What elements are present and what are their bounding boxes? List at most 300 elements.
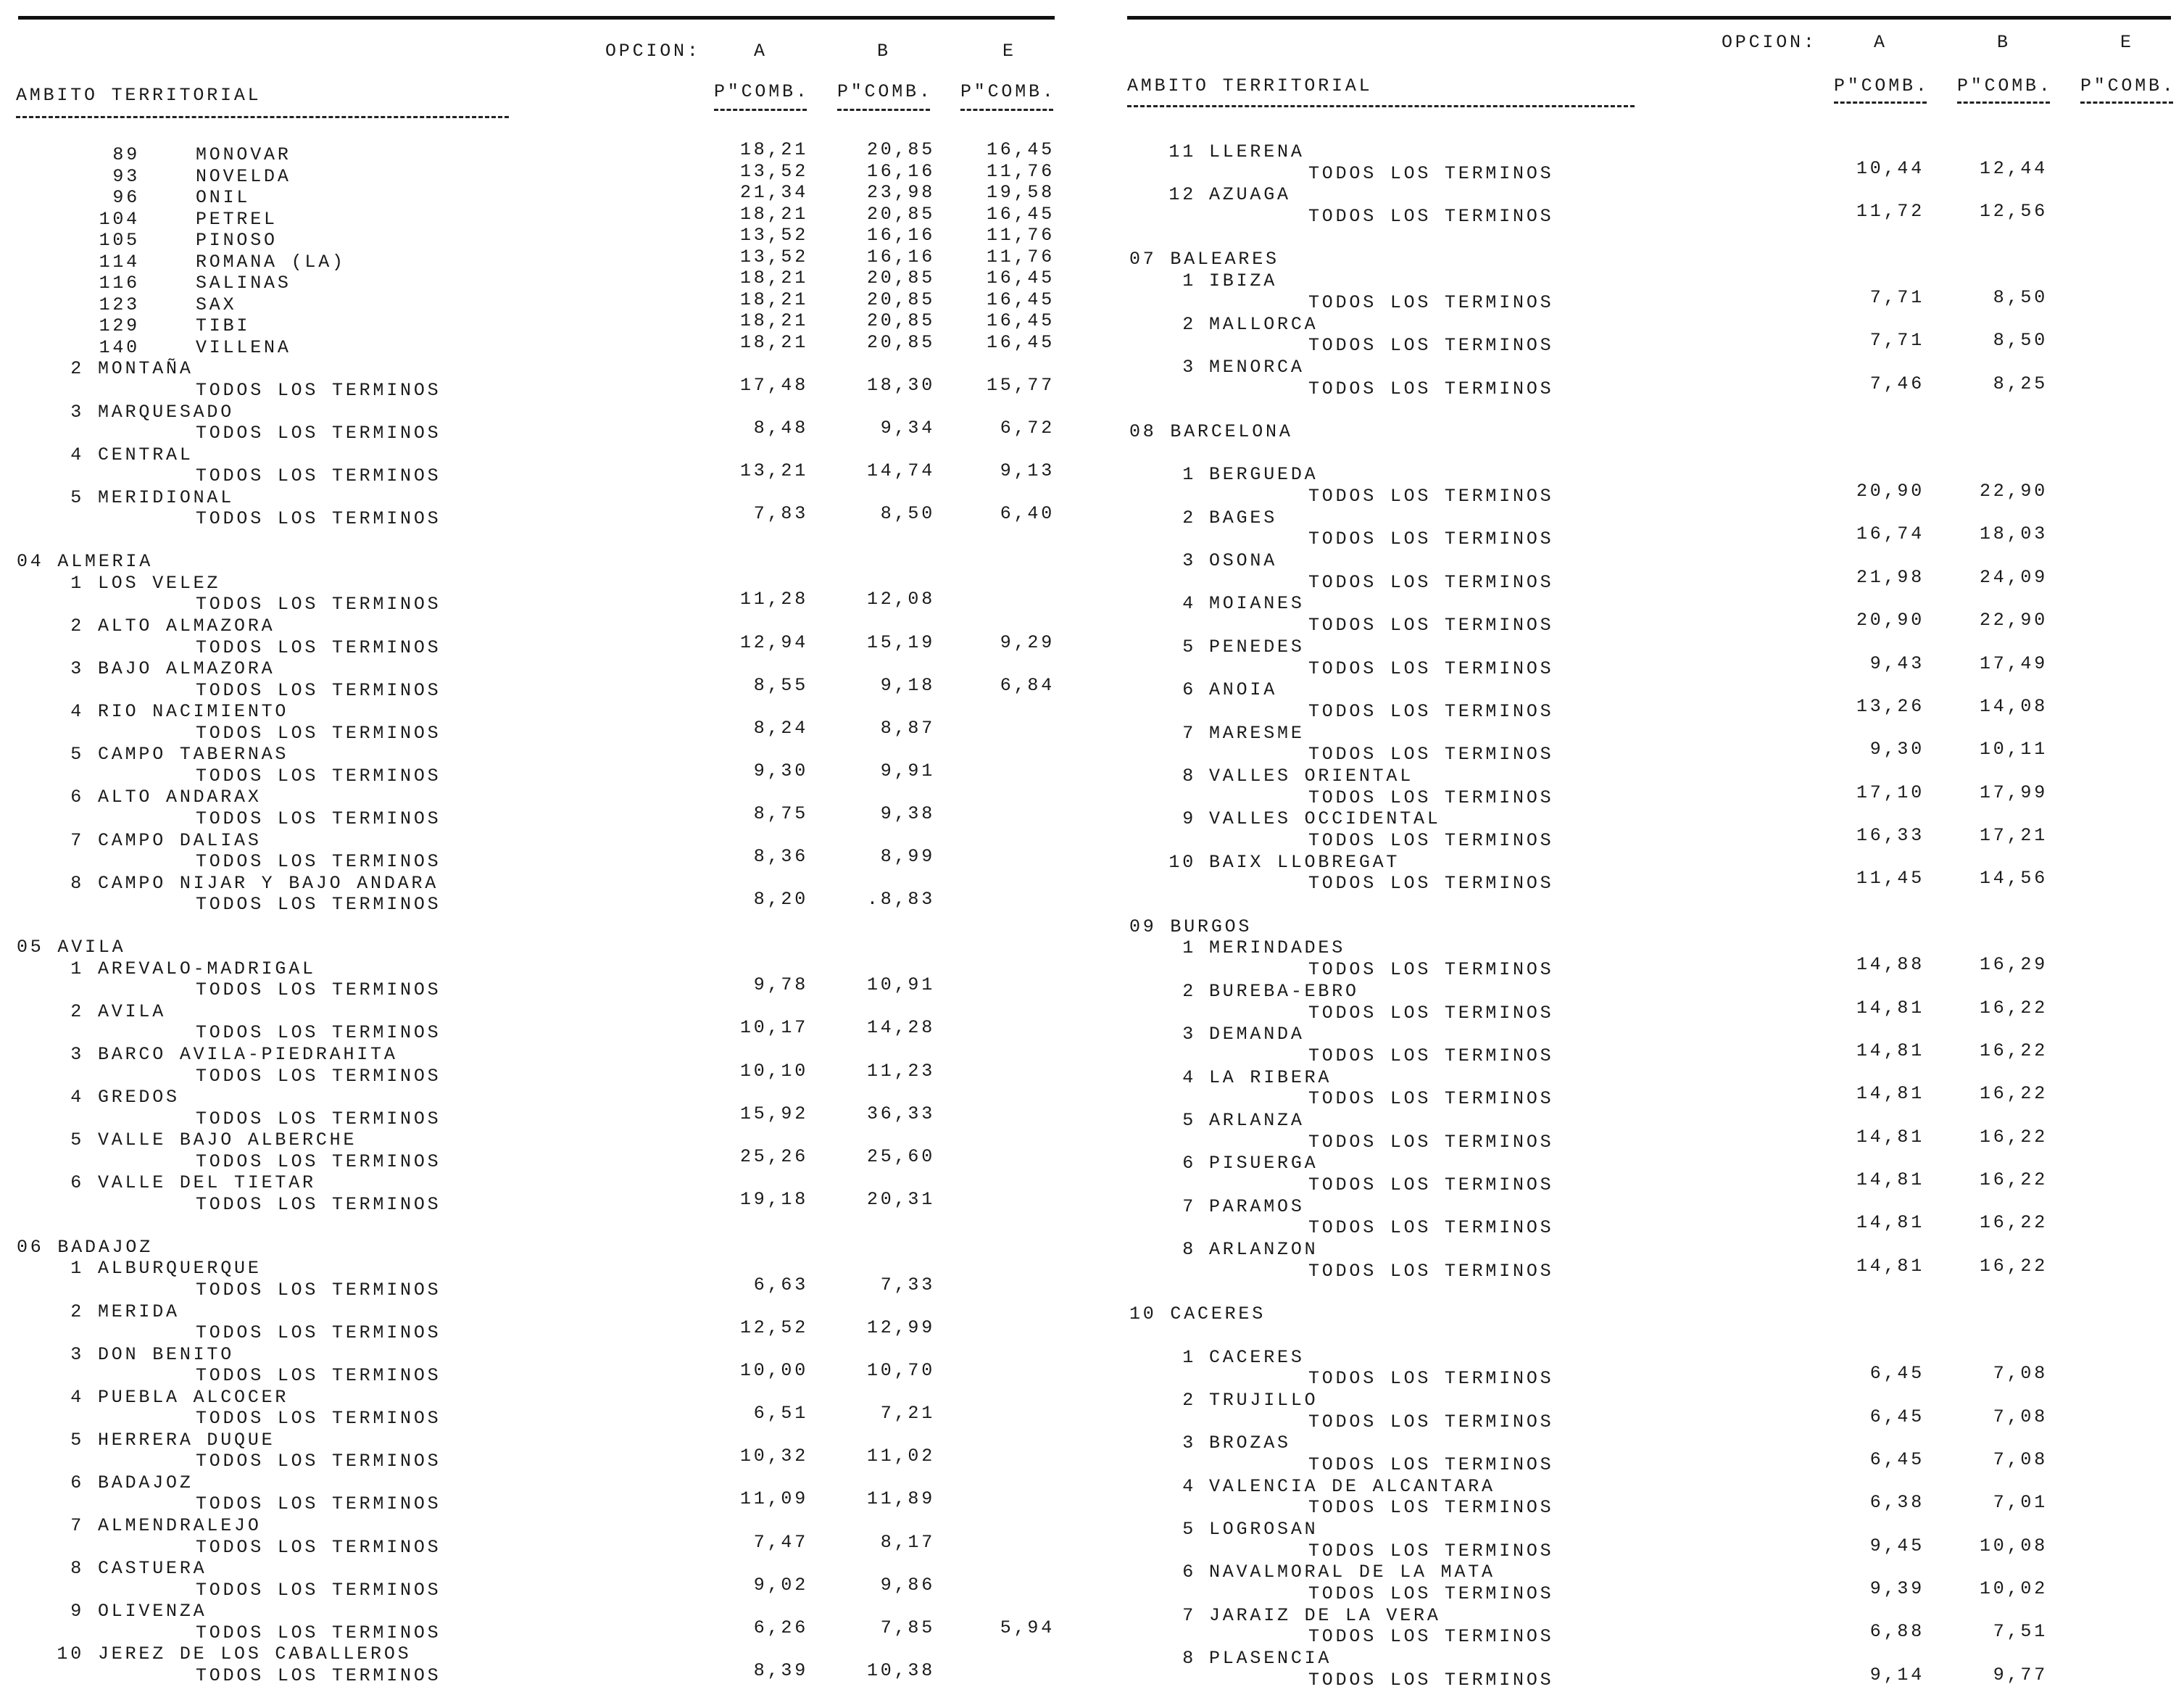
todos-label: TODOS LOS TERMINOS bbox=[196, 679, 441, 701]
comarca-name: JEREZ DE LOS CABALLEROS bbox=[98, 1643, 412, 1665]
value-a: 14,81 bbox=[1856, 1083, 1925, 1105]
comarca-name: TRUJILLO bbox=[1209, 1389, 1319, 1411]
comarca-name: MARESME bbox=[1209, 722, 1305, 744]
todos-label: TODOS LOS TERMINOS bbox=[196, 1451, 441, 1472]
value-a: 10,00 bbox=[739, 1360, 808, 1382]
blank-line bbox=[0, 530, 1087, 552]
comarca-number: 9 bbox=[1182, 808, 1196, 830]
value-b: 20,85 bbox=[866, 331, 935, 353]
todos-label: TODOS LOS TERMINOS bbox=[196, 380, 441, 402]
col-divider-e bbox=[960, 109, 1053, 111]
todos-label: TODOS LOS TERMINOS bbox=[1308, 787, 1554, 808]
todos-label: TODOS LOS TERMINOS bbox=[1308, 335, 1554, 357]
todos-row bbox=[0, 1446, 1087, 1472]
comarca-number: 1 bbox=[70, 958, 84, 979]
right-page-column bbox=[1087, 0, 2184, 1700]
todos-row bbox=[1087, 566, 2184, 594]
comarca-name: OSONA bbox=[1209, 550, 1278, 572]
todos-label: TODOS LOS TERMINOS bbox=[1308, 486, 1554, 507]
comarca-name: JARAIZ DE LA VERA bbox=[1209, 1604, 1441, 1626]
comarca-number: 6 bbox=[70, 1472, 84, 1493]
todos-row bbox=[1087, 481, 2184, 507]
value-b: 16,22 bbox=[1979, 1212, 2048, 1234]
municipality-code: 116 bbox=[99, 273, 140, 294]
value-a: 7,47 bbox=[753, 1531, 808, 1553]
comarca-name: MENORCA bbox=[1209, 356, 1305, 378]
option-b: B bbox=[1997, 32, 2011, 53]
value-a: 18,21 bbox=[739, 331, 808, 353]
comarca-name: RIO NACIMIENTO bbox=[98, 701, 289, 723]
comarca-name: LOS VELEZ bbox=[98, 572, 221, 594]
value-a: 11,28 bbox=[739, 589, 808, 610]
comarca-number: 4 bbox=[70, 701, 84, 723]
value-a: 10,17 bbox=[739, 1017, 808, 1039]
col-divider-b bbox=[837, 109, 930, 111]
value-b: 18,03 bbox=[1979, 523, 2048, 545]
comarca-name: VALLES ORIENTAL bbox=[1209, 765, 1414, 787]
todos-row bbox=[1087, 1448, 2184, 1476]
value-e: 9,29 bbox=[1000, 631, 1055, 653]
value-a: 6,51 bbox=[753, 1403, 808, 1425]
comarca-name: MONTAÑA bbox=[98, 358, 194, 380]
value-e: 11,76 bbox=[986, 246, 1055, 268]
value-b: 7,33 bbox=[880, 1274, 935, 1295]
comarca-name: CAMPO DALIAS bbox=[98, 829, 262, 851]
comarca-number: 6 bbox=[70, 787, 84, 808]
value-b: 9,77 bbox=[1993, 1664, 2048, 1686]
comarca-name: NAVALMORAL DE LA MATA bbox=[1209, 1562, 1495, 1583]
province-heading bbox=[0, 551, 1087, 573]
comarca-number: 2 bbox=[1182, 313, 1196, 335]
comarca-number: 11 bbox=[1168, 141, 1196, 162]
value-a: 14,81 bbox=[1856, 1040, 1925, 1061]
option-a: A bbox=[754, 41, 768, 62]
value-b: 16,16 bbox=[866, 246, 935, 268]
comarca-number: 2 bbox=[1182, 507, 1196, 528]
value-b: 20,85 bbox=[866, 268, 935, 289]
value-a: 14,88 bbox=[1856, 954, 1925, 976]
value-b: 17,99 bbox=[1979, 781, 2048, 803]
todos-row bbox=[1087, 523, 2184, 550]
comarca-number: 8 bbox=[1182, 1239, 1196, 1261]
value-a: 6,88 bbox=[1869, 1621, 1925, 1643]
municipality-row bbox=[0, 331, 1087, 359]
comarca-name: BROZAS bbox=[1209, 1432, 1291, 1454]
province-heading bbox=[0, 937, 1087, 958]
comarca-name: BUREBA-EBRO bbox=[1209, 980, 1359, 1002]
municipality-name: ROMANA (LA) bbox=[196, 251, 346, 273]
todos-row bbox=[0, 1617, 1087, 1644]
todos-row bbox=[0, 760, 1087, 787]
value-a: 8,55 bbox=[753, 674, 808, 696]
todos-label: TODOS LOS TERMINOS bbox=[1308, 830, 1554, 851]
comarca-number: 4 bbox=[1182, 593, 1196, 615]
comarca-name: BAJO ALMAZORA bbox=[98, 658, 275, 680]
comarca-name: IBIZA bbox=[1209, 270, 1278, 292]
comarca-number: 2 bbox=[70, 1301, 84, 1322]
todos-row bbox=[0, 460, 1087, 487]
municipality-name: TIBI bbox=[196, 315, 251, 337]
todos-label: TODOS LOS TERMINOS bbox=[1308, 1497, 1554, 1519]
comarca-name: MERIDA bbox=[98, 1301, 180, 1322]
todos-row bbox=[1087, 1040, 2184, 1067]
comarca-number: 7 bbox=[1182, 722, 1196, 744]
comarca-number: 4 bbox=[1182, 1475, 1196, 1497]
value-a: 18,21 bbox=[739, 268, 808, 289]
comarca-number: 1 bbox=[1182, 1346, 1196, 1368]
comarca-name: VALLE BAJO ALBERCHE bbox=[98, 1129, 357, 1151]
todos-row bbox=[0, 846, 1087, 873]
header-divider bbox=[1127, 105, 1635, 107]
comarca-name: CENTRAL bbox=[98, 444, 194, 465]
option-e: E bbox=[1002, 41, 1016, 62]
todos-row bbox=[1087, 868, 2184, 895]
todos-row bbox=[0, 589, 1087, 615]
comarca-number: 3 bbox=[70, 401, 84, 423]
top-rule bbox=[18, 16, 1055, 20]
col-header-a: P"COMB. bbox=[714, 81, 810, 102]
col-divider-e bbox=[2080, 101, 2173, 104]
value-a: 9,02 bbox=[753, 1574, 808, 1596]
todos-label: TODOS LOS TERMINOS bbox=[196, 894, 441, 916]
value-e: 9,13 bbox=[1000, 460, 1055, 482]
todos-label: TODOS LOS TERMINOS bbox=[196, 1193, 441, 1215]
todos-row bbox=[1087, 1535, 2184, 1562]
value-b: 10,38 bbox=[866, 1659, 935, 1681]
comarca-name: ANOIA bbox=[1209, 679, 1278, 701]
todos-row bbox=[1087, 330, 2184, 357]
todos-row bbox=[0, 803, 1087, 830]
value-b: 17,21 bbox=[1979, 825, 2048, 846]
value-b: 9,34 bbox=[880, 418, 935, 439]
comarca-name: ALTO ALMAZORA bbox=[98, 615, 275, 637]
value-b: 16,16 bbox=[866, 225, 935, 246]
comarca-name: LOGROSAN bbox=[1209, 1519, 1319, 1540]
province-name: 06 BADAJOZ bbox=[17, 1236, 154, 1258]
comarca-number: 1 bbox=[1182, 270, 1196, 292]
todos-row bbox=[1087, 781, 2184, 809]
todos-label: TODOS LOS TERMINOS bbox=[1308, 744, 1554, 766]
value-e: 19,58 bbox=[986, 182, 1055, 204]
todos-label: TODOS LOS TERMINOS bbox=[196, 851, 441, 873]
top-rule bbox=[1127, 16, 2171, 20]
value-b: 10,02 bbox=[1979, 1578, 2048, 1600]
province-name: 08 BARCELONA bbox=[1129, 420, 1293, 442]
value-a: 14,81 bbox=[1856, 997, 1925, 1019]
comarca-number: 6 bbox=[1182, 1153, 1196, 1174]
value-b: 16,29 bbox=[1979, 954, 2048, 976]
left-page-column bbox=[0, 0, 1087, 1700]
value-e: 16,45 bbox=[986, 331, 1055, 353]
value-b: 12,99 bbox=[866, 1317, 935, 1339]
comarca-name: ALMENDRALEJO bbox=[98, 1515, 262, 1536]
value-b: 14,08 bbox=[1979, 695, 2048, 717]
opcion-label: OPCION: bbox=[605, 41, 701, 62]
comarca-number: 1 bbox=[70, 572, 84, 594]
todos-row bbox=[1087, 286, 2184, 314]
value-a: 9,78 bbox=[753, 974, 808, 996]
right-table bbox=[1087, 141, 2184, 1691]
comarca-number: 7 bbox=[1182, 1195, 1196, 1217]
blank-line bbox=[1087, 1325, 2184, 1347]
value-a: 7,83 bbox=[753, 503, 808, 525]
value-b: 14,56 bbox=[1979, 868, 2048, 890]
value-e: 16,45 bbox=[986, 289, 1055, 310]
value-a: 6,26 bbox=[753, 1617, 808, 1638]
todos-label: TODOS LOS TERMINOS bbox=[196, 1579, 441, 1601]
value-a: 7,71 bbox=[1869, 286, 1925, 308]
value-a: 7,46 bbox=[1869, 373, 1925, 394]
todos-row bbox=[1087, 1406, 2184, 1433]
comarca-name: LLERENA bbox=[1209, 141, 1305, 162]
comarca-name: PLASENCIA bbox=[1209, 1648, 1332, 1670]
todos-row bbox=[0, 1274, 1087, 1301]
value-b: 9,86 bbox=[880, 1574, 935, 1596]
col-header-b: P"COMB. bbox=[837, 81, 933, 102]
comarca-name: ALBURQUERQUE bbox=[98, 1258, 262, 1280]
value-a: 16,33 bbox=[1856, 825, 1925, 846]
value-b: 16,22 bbox=[1979, 1255, 2048, 1277]
comarca-number: 5 bbox=[70, 1129, 84, 1151]
value-b: 10,70 bbox=[866, 1360, 935, 1382]
todos-label: TODOS LOS TERMINOS bbox=[1308, 206, 1554, 228]
value-a: 13,52 bbox=[739, 225, 808, 246]
value-a: 17,48 bbox=[739, 375, 808, 397]
comarca-number: 6 bbox=[1182, 1562, 1196, 1583]
comarca-name: PUEBLA ALCOCER bbox=[98, 1386, 289, 1408]
value-b: 20,85 bbox=[866, 310, 935, 332]
municipality-code: 105 bbox=[99, 230, 140, 252]
value-b: 16,22 bbox=[1979, 1169, 2048, 1190]
todos-row bbox=[1087, 1083, 2184, 1110]
todos-row bbox=[1087, 1212, 2184, 1239]
municipality-code: 140 bbox=[99, 336, 140, 358]
todos-label: TODOS LOS TERMINOS bbox=[196, 1322, 441, 1344]
comarca-number: 3 bbox=[70, 1043, 84, 1065]
todos-label: TODOS LOS TERMINOS bbox=[196, 979, 441, 1001]
value-a: 6,45 bbox=[1869, 1406, 1925, 1427]
value-b: 8,50 bbox=[1993, 286, 2048, 308]
value-a: 20,90 bbox=[1856, 610, 1925, 631]
comarca-number: 12 bbox=[1168, 184, 1196, 206]
value-a: 9,43 bbox=[1869, 652, 1925, 674]
value-a: 15,92 bbox=[739, 1103, 808, 1124]
value-b: 36,33 bbox=[866, 1103, 935, 1124]
municipality-code: 114 bbox=[99, 251, 140, 273]
left-table bbox=[0, 139, 1087, 1686]
value-b: 8,50 bbox=[1993, 330, 2048, 352]
value-e: 6,72 bbox=[1000, 418, 1055, 439]
municipality-name: ONIL bbox=[196, 187, 251, 209]
todos-row bbox=[0, 1188, 1087, 1216]
municipality-name: NOVELDA bbox=[196, 165, 291, 187]
value-b: 7,08 bbox=[1993, 1406, 2048, 1427]
todos-row bbox=[1087, 1621, 2184, 1648]
value-a: 13,52 bbox=[739, 246, 808, 268]
option-a: A bbox=[1874, 32, 1888, 53]
todos-row bbox=[0, 631, 1087, 659]
comarca-number: 10 bbox=[1168, 851, 1196, 873]
comarca-number: 4 bbox=[70, 444, 84, 465]
value-b: 9,91 bbox=[880, 760, 935, 781]
value-b: 10,91 bbox=[866, 974, 935, 996]
value-a: 8,20 bbox=[753, 889, 808, 911]
comarca-name: HERRERA DUQUE bbox=[98, 1429, 275, 1451]
todos-label: TODOS LOS TERMINOS bbox=[1308, 873, 1554, 895]
col-divider-a bbox=[1834, 101, 1927, 104]
value-b: 7,08 bbox=[1993, 1448, 2048, 1470]
value-a: 6,38 bbox=[1869, 1492, 1925, 1514]
province-name: 09 BURGOS bbox=[1129, 916, 1253, 937]
value-a: 9,14 bbox=[1869, 1664, 1925, 1686]
value-b: 9,18 bbox=[880, 674, 935, 696]
value-a: 10,32 bbox=[739, 1446, 808, 1467]
comarca-name: GREDOS bbox=[98, 1087, 180, 1108]
blank-line bbox=[1087, 895, 2184, 916]
value-e: 16,45 bbox=[986, 139, 1055, 160]
col-header-b: P"COMB. bbox=[1957, 75, 2053, 96]
todos-label: TODOS LOS TERMINOS bbox=[196, 1365, 441, 1387]
comarca-name: BADAJOZ bbox=[98, 1472, 194, 1493]
col-header-e: P"COMB. bbox=[2080, 75, 2176, 96]
municipality-name: PETREL bbox=[196, 208, 278, 230]
comarca-name: BERGUEDA bbox=[1209, 464, 1319, 486]
municipality-name: PINOSO bbox=[196, 230, 278, 252]
comarca-number: 6 bbox=[70, 1172, 84, 1194]
todos-row bbox=[0, 889, 1087, 916]
todos-row bbox=[0, 1060, 1087, 1087]
todos-row bbox=[0, 1017, 1087, 1044]
todos-label: TODOS LOS TERMINOS bbox=[1308, 378, 1554, 399]
comarca-number: 5 bbox=[1182, 1109, 1196, 1131]
comarca-name: AREVALO-MADRIGAL bbox=[98, 958, 316, 979]
header-divider bbox=[16, 116, 509, 118]
value-a: 18,21 bbox=[739, 203, 808, 225]
value-b: 7,01 bbox=[1993, 1492, 2048, 1514]
value-b: 12,56 bbox=[1979, 201, 2048, 223]
value-a: 7,71 bbox=[1869, 330, 1925, 352]
value-b: 12,44 bbox=[1979, 157, 2048, 179]
value-a: 18,21 bbox=[739, 139, 808, 160]
blank-line bbox=[1087, 399, 2184, 421]
province-name: 07 BALEARES bbox=[1129, 249, 1279, 270]
province-heading bbox=[0, 1237, 1087, 1259]
value-a: 13,26 bbox=[1856, 695, 1925, 717]
value-e: 16,45 bbox=[986, 268, 1055, 289]
comarca-number: 2 bbox=[70, 1000, 84, 1022]
todos-row bbox=[1087, 1492, 2184, 1519]
municipality-code: 96 bbox=[112, 187, 140, 209]
comarca-name: OLIVENZA bbox=[98, 1601, 207, 1622]
value-e: 11,76 bbox=[986, 160, 1055, 182]
todos-label: TODOS LOS TERMINOS bbox=[1308, 658, 1554, 679]
comarca-name: MERIDIONAL bbox=[98, 486, 235, 508]
value-e: 6,40 bbox=[1000, 503, 1055, 525]
todos-row bbox=[0, 1574, 1087, 1601]
todos-label: TODOS LOS TERMINOS bbox=[196, 508, 441, 530]
value-a: 20,90 bbox=[1856, 481, 1925, 502]
value-b: 10,08 bbox=[1979, 1535, 2048, 1556]
comarca-number: 5 bbox=[1182, 636, 1196, 658]
todos-label: TODOS LOS TERMINOS bbox=[196, 765, 441, 787]
todos-row bbox=[1087, 825, 2184, 852]
todos-label: TODOS LOS TERMINOS bbox=[1308, 571, 1554, 593]
value-a: 12,52 bbox=[739, 1317, 808, 1339]
todos-label: TODOS LOS TERMINOS bbox=[1308, 1411, 1554, 1432]
value-b: .8,83 bbox=[866, 889, 935, 911]
comarca-number: 2 bbox=[70, 615, 84, 637]
comarca-name: VALENCIA DE ALCANTARA bbox=[1209, 1475, 1495, 1497]
todos-row bbox=[0, 1145, 1087, 1173]
value-b: 7,21 bbox=[880, 1403, 935, 1425]
value-b: 20,85 bbox=[866, 139, 935, 160]
todos-label: TODOS LOS TERMINOS bbox=[196, 594, 441, 615]
todos-row bbox=[1087, 1126, 2184, 1153]
todos-label: TODOS LOS TERMINOS bbox=[1308, 1669, 1554, 1691]
comarca-number: 3 bbox=[1182, 356, 1196, 378]
comarca-number: 4 bbox=[70, 1087, 84, 1108]
value-b: 16,22 bbox=[1979, 1126, 2048, 1148]
todos-label: TODOS LOS TERMINOS bbox=[196, 1065, 441, 1087]
value-b: 8,25 bbox=[1993, 373, 2048, 394]
value-b: 8,99 bbox=[880, 846, 935, 868]
comarca-name: PISUERGA bbox=[1209, 1153, 1319, 1174]
value-b: 14,28 bbox=[866, 1017, 935, 1039]
todos-row bbox=[1087, 373, 2184, 400]
value-b: 16,16 bbox=[866, 160, 935, 182]
province-heading bbox=[1087, 421, 2184, 443]
value-e: 6,84 bbox=[1000, 674, 1055, 696]
value-a: 8,36 bbox=[753, 846, 808, 868]
todos-row bbox=[1087, 1664, 2184, 1691]
comarca-number: 5 bbox=[1182, 1519, 1196, 1540]
todos-label: TODOS LOS TERMINOS bbox=[196, 1493, 441, 1515]
value-a: 21,34 bbox=[739, 182, 808, 204]
comarca-name: MARQUESADO bbox=[98, 401, 235, 423]
todos-row bbox=[0, 375, 1087, 402]
todos-row bbox=[1087, 954, 2184, 981]
value-a: 11,09 bbox=[739, 1488, 808, 1510]
comarca-name: BARCO AVILA-PIEDRAHITA bbox=[98, 1043, 398, 1065]
todos-row bbox=[0, 503, 1087, 530]
value-a: 25,26 bbox=[739, 1145, 808, 1167]
value-b: 25,60 bbox=[866, 1145, 935, 1167]
todos-row bbox=[1087, 739, 2184, 766]
value-b: 22,90 bbox=[1979, 481, 2048, 502]
value-b: 24,09 bbox=[1979, 566, 2048, 588]
todos-label: TODOS LOS TERMINOS bbox=[196, 465, 441, 487]
value-a: 6,63 bbox=[753, 1274, 808, 1295]
value-e: 16,45 bbox=[986, 203, 1055, 225]
todos-label: TODOS LOS TERMINOS bbox=[196, 637, 441, 658]
col-divider-b bbox=[1957, 101, 2050, 104]
value-e: 5,94 bbox=[1000, 1617, 1055, 1638]
comarca-number: 1 bbox=[70, 1258, 84, 1280]
comarca-number: 3 bbox=[1182, 550, 1196, 572]
value-a: 18,21 bbox=[739, 289, 808, 310]
col-header-e: P"COMB. bbox=[960, 81, 1056, 102]
comarca-name: CASTUERA bbox=[98, 1558, 207, 1580]
todos-label: TODOS LOS TERMINOS bbox=[196, 1022, 441, 1044]
comarca-number: 8 bbox=[1182, 1648, 1196, 1670]
value-b: 18,30 bbox=[866, 375, 935, 397]
comarca-number: 4 bbox=[1182, 1066, 1196, 1088]
municipality-name: SALINAS bbox=[196, 273, 291, 294]
province-heading bbox=[1087, 1303, 2184, 1325]
comarca-name: BAIX LLOBREGAT bbox=[1209, 851, 1400, 873]
comarca-number: 7 bbox=[70, 829, 84, 851]
value-b: 7,51 bbox=[1993, 1621, 2048, 1643]
